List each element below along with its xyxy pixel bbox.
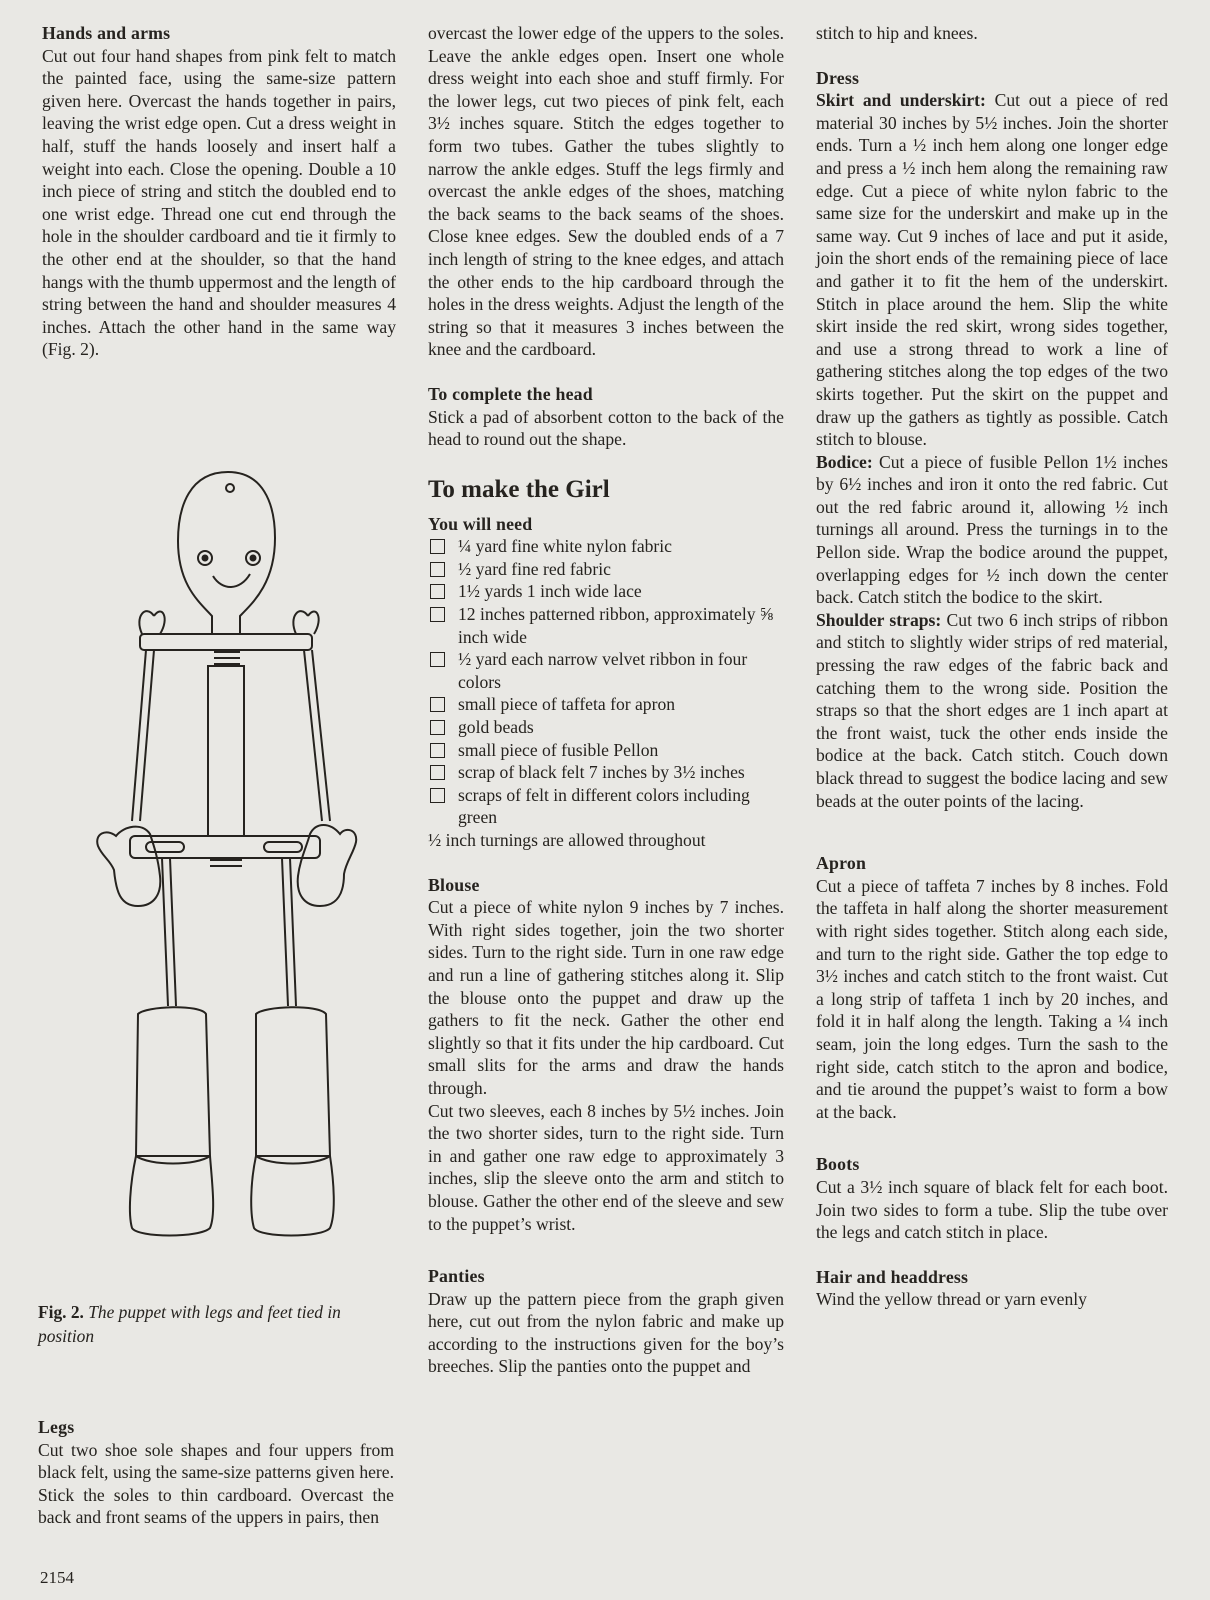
bodice-text: Cut a piece of fusible Pellon 1½ inches by 6½ inches and iron it onto the red fabric. Cut out the red fabric around it, allowing ½ inch turnings all around. Press the turnings in to the Pellon side. Wrap the bodice around the puppet, overlapping edges for ½ inch down the center back. Catch stitch the bodice to the skirt. (816, 451, 1169, 608)
hands-heading: Hands and arms (42, 23, 171, 43)
column-right (816, 22, 1168, 1311)
checkbox-icon (430, 652, 445, 667)
straps-lead: Shoulder straps: (816, 609, 942, 630)
skirt-text: Cut out a piece of red material 30 inches by 5½ inches. Join the shorter ends. Turn a ½ inch hem along one longer edge and press a ½ inch hem along the remaining raw edge. Cut a piece of white nylon fabric to the same size for the underskirt and make up in the same way. Cut 9 inches of lace and put it aside, join the short ends of the remaining piece of lace and gather it to fit the hem of the underskirt. Stitch in place around the hem. Slip the white skirt inside the red skirt, wrong sides together, and use a strong thread to work a line of gathering stitches along the top edges of the two skirts together. Put the skirt on the puppet and draw up the gathers as tightly as possible. Catch stitch to blouse. (816, 90, 1169, 450)
checklist-item: ½ yard each narrow velvet ribbon in four colors (428, 648, 784, 693)
materials-checklist (428, 535, 784, 829)
apron-text: Cut a piece of taffeta 7 inches by 8 inches. Fold the taffeta in half along the shorter measurement with right sides together. Stitch along each side, and turn to the right side. Gather the top edge to 3½ inches and catch stitch to the front waist. Cut a long strip of taffeta 1 inch by 20 inches, and fold it in half along the length. Taking a ¼ inch seam, join the long edges. Turn the sash to the right side, catch stitch to the apron and bodice, and tie around the puppet’s waist to form a bow at the back. (816, 875, 1168, 1122)
left-leg (136, 1007, 210, 1156)
legs-continued-text: overcast the lower edge of the uppers to the soles. Leave the ankle edges open. Insert one whole dress weight into each shoe and stuff firmly. For the lower legs, cut two pieces of pink felt, each 3½ inches square. Stitch the edges together to form two tubes. Gather the tubes slightly to narrow the ankle edges. Stuff the legs firmly and overcast the ankle edges of the shoes, matching the back seams to the back seams of the shoes. Close knee edges. Sew the doubled ends of a 7 inch length of string to the knee edges, and attach the other ends to the hip cardboard through the holes in the dress weights. Adjust the length of the string so that it measures 3 inches between the knee and the cardboard. (428, 23, 784, 360)
checkbox-icon (430, 788, 445, 803)
right-shoe (251, 1156, 334, 1236)
turnings-note: ½ inch turnings are allowed throughout (428, 830, 706, 850)
blouse-heading: Blouse (428, 874, 480, 895)
figure-caption (38, 1300, 398, 1348)
boots-heading: Boots (816, 1154, 860, 1175)
apron-heading: Apron (816, 853, 867, 874)
checklist-item: small piece of fusible Pellon (428, 739, 784, 762)
checklist-item: ½ yard fine red fabric (428, 558, 784, 581)
checkbox-icon (430, 607, 445, 622)
head-heading: To complete the head (428, 383, 593, 404)
blouse-text-1: Cut a piece of white nylon 9 inches by 7 inches. With right sides together, join the two shorter sides. Turn to the right side. Turn in one raw edge and run a line of gathering stitches along it. Slip the blouse onto the puppet and draw up the gathers to fit the neck. Gather the other end slightly so that it fits under the hip cardboard. Cut small slits for the arms and draw the hands through. (428, 897, 784, 1098)
checklist-item: gold beads (428, 716, 784, 739)
checkbox-icon (430, 743, 445, 758)
checklist-item: small piece of taffeta for apron (428, 693, 784, 716)
hair-heading: Hair and headdress (816, 1266, 969, 1287)
panties-text: Draw up the pattern piece from the graph given here, cut out from the nylon fabric and make up according to the instructions given for the boy’s breeches. Slip the panties onto the puppet and (428, 1288, 784, 1377)
checklist-item: scraps of felt in different colors including green (428, 784, 784, 829)
puppet-illustration (50, 466, 400, 1266)
legs-heading: Legs (38, 1417, 75, 1437)
shoulder-cardboard (140, 634, 312, 650)
straps-text: Cut two 6 inch strips of ribbon and stitch to slightly wider strips of red material, pressing the raw edges of the fabric back and catching them to the wrong side. Position the straps so that the short edges are 1 inch apart at the front waist, tuck the other ends inside the bodice at the back. Catch stitch. Couch down black thread to suggest the bodice lacing and sew beads at the outer points of the lacing. (816, 609, 1168, 811)
hands-text: Cut out four hand shapes from pink felt to match the painted face, using the same-size pattern given here. Overcast the hands together in pairs, leaving the wrist edge open. Cut a dress weight in half, stuff the hands loosely and insert half a weight into each. Close the opening. Double a 10 inch piece of string and stitch the doubled end to one wrist edge. Thread one cut end through the hole in the shoulder cardboard and tie it firmly to the other end at the shoulder, so that the hand hangs with the thumb uppermost and the length of string between the hand and shoulder measures 4 inches. Attach the other hand in the same way (Fig. 2). (42, 45, 396, 360)
panties-heading: Panties (428, 1266, 485, 1287)
right-leg (256, 1007, 330, 1156)
legs-text: Cut two shoe sole shapes and four uppers from black felt, using the same-size patterns given here. Stick the soles to thin cardboard. Overcast the back and front seams of the uppers in pairs, then (38, 1439, 394, 1528)
body-dowel (208, 666, 244, 836)
page-number: 2154 (40, 1568, 74, 1587)
puppet-head (178, 472, 275, 634)
checklist-item: ¼ yard fine white nylon fabric (428, 535, 784, 558)
figure-caption-text: The puppet with legs and feet tied in position (38, 1302, 341, 1346)
left-shoe (130, 1156, 213, 1236)
checkbox-icon (430, 562, 445, 577)
left-hand (97, 827, 160, 906)
skirt-lead: Skirt and underskirt: (816, 90, 986, 111)
checklist-item: scrap of black felt 7 inches by 3½ inches (428, 761, 784, 784)
column-left (42, 22, 396, 361)
panties-continued-text: stitch to hip and knees. (816, 23, 978, 43)
column-middle (428, 22, 784, 1378)
checkbox-icon (430, 765, 445, 780)
straps-paragraph (816, 609, 1168, 812)
smile (213, 574, 250, 587)
checkbox-icon (430, 584, 445, 599)
head-text: Stick a pad of absorbent cotton to the back of the head to round out the shape. (428, 406, 784, 450)
checklist-item: 1½ yards 1 inch wide lace (428, 580, 784, 603)
boots-text: Cut a 3½ inch square of black felt for each boot. Join two sides to form a tube. Slip the tube over the legs and catch stitch in place. (816, 1176, 1168, 1243)
right-hand (298, 825, 357, 906)
puppet-figure (50, 466, 400, 1266)
bodice-lead: Bodice: (816, 451, 873, 472)
checkbox-icon (430, 697, 445, 712)
hip-cardboard (130, 836, 320, 858)
girl-title: To make the Girl (428, 475, 610, 503)
blouse-text-2: Cut two sleeves, each 8 inches by 5½ inches. Join the two shorter sides, turn to the right side. Turn in and gather one raw edge to approximately 3 inches, slip the sleeve onto the arm and stitch to blouse. Gather the other end of the sleeve and sew to the puppet’s wrist. (428, 1100, 784, 1234)
need-heading: You will need (428, 513, 533, 534)
hair-text: Wind the yellow thread or yarn evenly (816, 1289, 1087, 1310)
checklist-item: 12 inches patterned ribbon, approximately ⅝ inch wide (428, 603, 784, 648)
head-hole (226, 484, 234, 492)
dress-heading: Dress (816, 67, 860, 88)
skirt-paragraph (816, 89, 1168, 451)
bodice-paragraph (816, 451, 1168, 609)
checkbox-icon (430, 539, 445, 554)
checkbox-icon (430, 720, 445, 735)
legs-section (38, 1416, 394, 1529)
figure-label: Fig. 2. (38, 1302, 84, 1322)
